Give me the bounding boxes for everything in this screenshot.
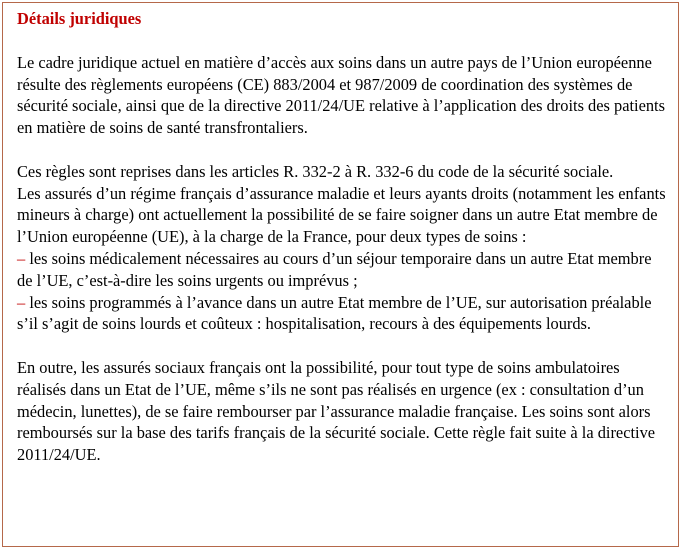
box-title: Détails juridiques: [17, 9, 142, 28]
bullet-item-urgent-care: [17, 248, 668, 292]
spacer: [17, 139, 668, 161]
bullet-item-planned-care: [17, 292, 668, 336]
paragraph-ambulatory-care: En outre, les assurés sociaux français ont la possibilité, pour tout type de soins ambulatoires réalisés dans un Etat de l’UE, même s’ils ne sont pas réalisés en urgence (ex : consultation d’un médecin, lunettes), de se faire rembourser par l’assurance maladie française. Les soins sont alors remboursés sur la base des tarifs français de la sécurité sociale. Cette règle fait suite à la directive 2011/24/UE.: [17, 357, 656, 465]
bullet-text-urgent-care: les soins médicalement nécessaires au cours d’un séjour temporaire dans un autre Etat membre de l’UE, c’est-à-dire les soins urgents ou imprévus ;: [17, 248, 652, 290]
legal-details-box: [2, 2, 679, 547]
paragraph-insured-rights: Les assurés d’un régime français d’assurance maladie et leurs ayants droits (notamment les enfants mineurs à charge) ont actuellement la possibilité de se faire soigner dans un autre Etat membre de l’Union européenne (UE), à la charge de la France, pour deux types de soins :: [17, 183, 666, 247]
spacer: [17, 335, 668, 357]
paragraph-code-articles: Ces règles sont reprises dans les articles R. 332-2 à R. 332-6 du code de la sécurité sociale.: [17, 161, 614, 181]
bullet-dash: –: [17, 248, 26, 268]
spacer: [17, 30, 668, 52]
bullet-text-planned-care: les soins programmés à l’avance dans un autre Etat membre de l’UE, sur autorisation préalable s’il s’agit de soins lourds et coûteux : hospitalisation, recours à des équipements lourds.: [17, 292, 652, 334]
bullet-dash: –: [17, 292, 26, 312]
paragraph-legal-framework: Le cadre juridique actuel en matière d’accès aux soins dans un autre pays de l’Union européenne résulte des règlements européens (CE) 883/2004 et 987/2009 de coordination des systèmes de sécurité sociale, ainsi que de la directive 2011/24/UE relative à l’application des droits des patients en matière de soins de santé transfrontaliers.: [17, 52, 665, 138]
